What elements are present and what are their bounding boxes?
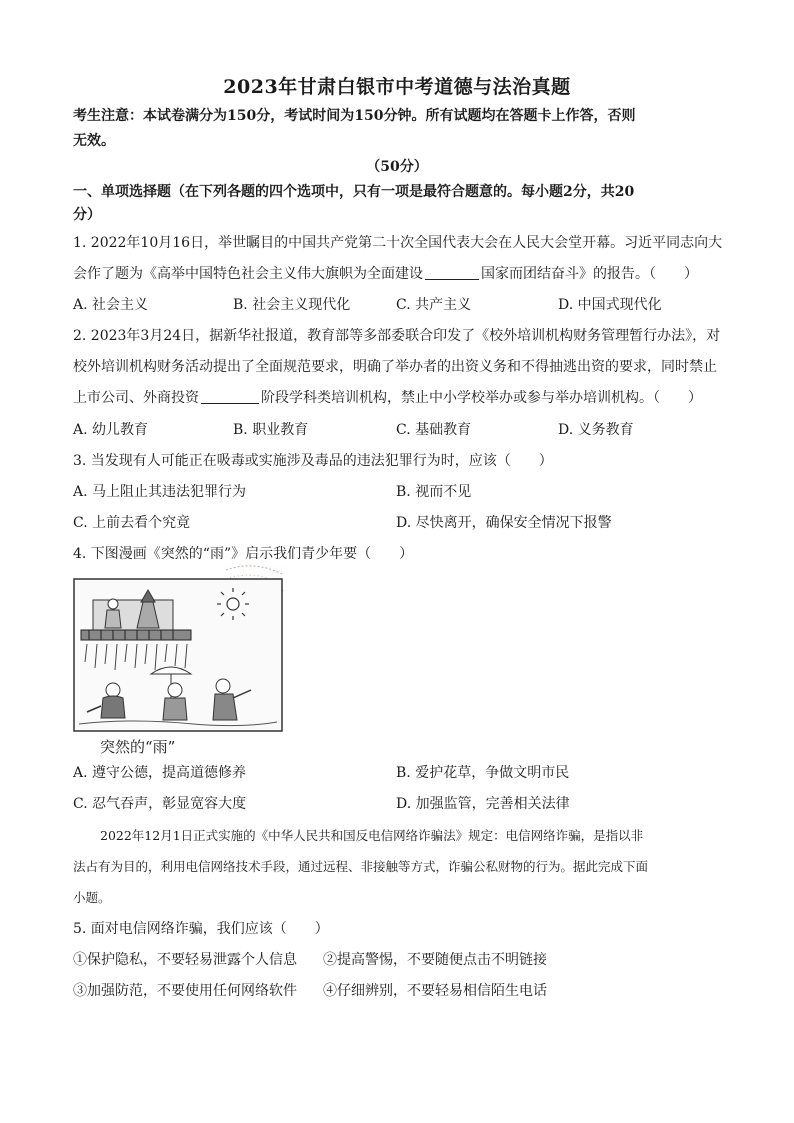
- q2-option-a: A. 幼儿教育: [73, 422, 149, 438]
- q2-blank: [201, 389, 259, 404]
- q1-blank: [425, 265, 479, 280]
- q1-stem-line-2: [73, 264, 723, 284]
- material-line-2: 法占有为目的，利用电信网络技术手段，通过远程、非接触等方式，诈骗公私财物的行为。据此完成下面: [73, 859, 649, 874]
- q3-option-d: D. 尽快离开，确保安全情况下报警: [396, 515, 612, 531]
- material-line-1: 2022年12月1日正式实施的《中华人民共和国反电信网络诈骗法》规定：电信网络诈骗，是指以非: [100, 828, 644, 843]
- q4-option-c: C. 忍气吞声，彰显宽容大度: [73, 796, 247, 812]
- q1-option-a: A. 社会主义: [73, 297, 149, 313]
- q2-stem-line-3: [73, 388, 723, 408]
- q5-item-4: ④仔细辨别，不要轻易相信陌生电话: [323, 983, 547, 999]
- q4-stem: 4. 下图漫画《突然的“雨”》启示我们青少年要（ ）: [73, 546, 414, 562]
- q5-item-1: ①保护隐私，不要轻易泄露个人信息: [73, 952, 297, 968]
- q2-option-c: C. 基础教育: [396, 422, 472, 438]
- q4-option-d: D. 加强监管，完善相关法律: [396, 796, 570, 812]
- notice-line-1: 考生注意：本试卷满分为150分，考试时间为150分钟。所有试题均在答题卡上作答，否则: [73, 108, 636, 124]
- q3-option-a: A. 马上阻止其违法犯罪行为: [73, 484, 247, 500]
- page-title: 2023年甘肃白银市中考道德与法治真题: [223, 76, 571, 98]
- q1-stem-part-b: 国家而团结奋斗》的报告。（ ）: [481, 266, 698, 282]
- q3-option-b: B. 视而不见: [396, 484, 472, 500]
- q4-option-a: A. 遵守公德，提高道德修养: [73, 765, 247, 781]
- section-heading-line-2: 分）: [73, 207, 101, 223]
- section-heading-line-1: 一、单项选择题（在下列各题的四个选项中，只有一项是最符合题意的。每小题2分，共20: [73, 184, 635, 200]
- q1-stem-line-1: 1. 2022年10月16日，举世瞩目的中国共产党第二十次全国代表大会在人民大会堂开幕。习近平同志向大: [73, 235, 723, 251]
- score-label: （50分）: [366, 159, 428, 175]
- q5-item-2: ②提高警惕，不要随便点击不明链接: [323, 952, 547, 968]
- q4-option-b: B. 爱护花草，争做文明市民: [396, 765, 570, 781]
- q5-stem: 5. 面对电信网络诈骗，我们应该（ ）: [73, 921, 329, 937]
- material-line-3: 小题。: [73, 890, 111, 905]
- q2-option-b: B. 职业教育: [233, 422, 309, 438]
- notice-line-2: 无效。: [73, 133, 115, 149]
- q2-stem-part-a: 上市公司、外商投资: [73, 390, 199, 406]
- q2-stem-line-2: 校外培训机构财务活动提出了全面规范要求，明确了举办者的出资义务和不得抽逃出资的要求，同时禁止: [73, 359, 717, 375]
- q5-item-3: ③加强防范，不要使用任何网络软件: [73, 983, 297, 999]
- q1-stem-part-a: 会作了题为《高举中国特色社会主义伟大旗帜为全面建设: [73, 266, 423, 282]
- q3-option-c: C. 上前去看个究竟: [73, 515, 191, 531]
- q2-stem-part-b: 阶段学科类培训机构，禁止中小学校举办或参与举办培训机构。（ ）: [261, 390, 702, 406]
- q1-option-b: B. 社会主义现代化: [233, 297, 351, 313]
- q1-option-d: D. 中国式现代化: [558, 297, 662, 313]
- q2-option-d: D. 义务教育: [558, 422, 634, 438]
- q2-stem-line-1: 2. 2023年3月24日，据新华社报道，教育部等多部委联合印发了《校外培训机构财务管理暂行办法》，对: [73, 328, 721, 344]
- cartoon-sudden-rain: [73, 578, 283, 732]
- q3-stem: 3. 当发现有人可能正在吸毒或实施涉及毒品的违法犯罪行为时，应该（ ）: [73, 453, 553, 469]
- cartoon-caption: 突然的“雨”: [100, 738, 176, 756]
- q1-option-c: C. 共产主义: [396, 297, 472, 313]
